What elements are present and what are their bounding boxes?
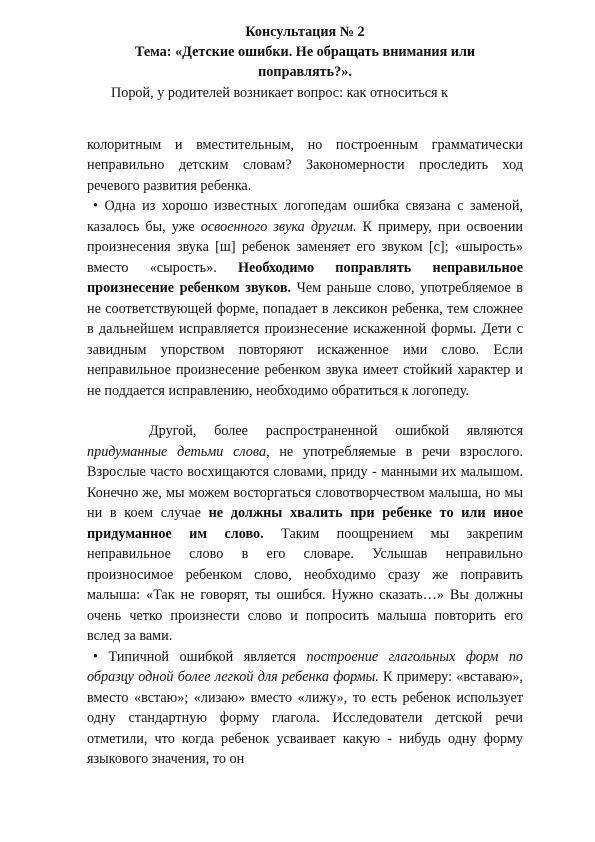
paragraph-2 bbox=[87, 196, 523, 401]
paragraph-4 bbox=[87, 647, 523, 770]
p4-text-b: К примеру: «вставаю», вместо «встаю»; «лизаю» вместо «лижу», то есть ребенок использует одну стандартную форму глагола. Исследователи детской речи отметили, что когда ребенок усваивает какую - нибудь одну форму языкового значения, то он bbox=[87, 669, 523, 767]
p3-text-a: Другой, более распространенной ошибкой являются bbox=[149, 423, 523, 439]
p3-text-b: не употребляемые в речи взрослого. Взрослые часто восхищаются словами, приду - манными их малышом. Конечно же, мы можем восторгаться словотворчеством малыша, но мы ни в коем случае bbox=[87, 443, 523, 521]
page-gap bbox=[87, 104, 523, 135]
p2-italic: освоенного звука другим. bbox=[200, 218, 357, 235]
p2-text-a: • Одна из хорошо известных логопедам ошибка связана с заменой, казалось бы, уже bbox=[87, 198, 523, 235]
p3-text-c: Таким поощрением мы закрепим неправильное слово в его словаре. Услышав неправильно произносимое ребенком слово, необходимо сразу же поправить малыша: «Так не говорят, ты ошибся. Нужно сказать…» Вы должны очень четко произнести слово и попросить малыша повторить его вслед за вами. bbox=[87, 525, 523, 644]
p3-bold: не должны хвалить при ребенке то или иное придуманное им слово. bbox=[87, 505, 523, 542]
document-topic: Тема: «Детские ошибки. Не обращать внимания или поправлять?». bbox=[134, 44, 476, 80]
p4-italic: построение глагольных форм по образцу одной более легкой для ребенка формы. bbox=[87, 648, 524, 685]
paragraph-3 bbox=[87, 421, 523, 647]
p2-text-c: Чем раньше слово, употребляемое в не соответствующей форме, попадает в лексикон ребенка, тем сложнее в дальнейшем исправляется произнесение искаженной формы. Дети с завидным упорством повторяют искаженное ими слово. Если неправильное произнесение ребенком звука имеет стойкий характер и не поддается исправлению, необходимо обратиться к логопеду. bbox=[87, 280, 524, 399]
p2-text-b: К примеру, при освоении произнесения звука [ш] ребенок заменяет его звуком [с]; «шырость» вместо «сырость». bbox=[87, 218, 524, 276]
document-title: Консультация № 2 bbox=[245, 24, 365, 40]
document-body bbox=[87, 22, 523, 770]
p3-italic: придуманные детьми слова, bbox=[87, 443, 270, 460]
paragraph-1: колоритным и вместительным, но построенным грамматически неправильно детским словам? Закономерности проследить ход речевого развития ребенка. bbox=[87, 136, 523, 194]
intro-line: Порой, у родителей возникает вопрос: как относиться к bbox=[111, 85, 448, 101]
p2-bold: Необходимо поправлять неправильное произнесение ребенком звуков. bbox=[87, 259, 524, 296]
p4-text-a: • Типичной ошибкой является bbox=[93, 648, 307, 665]
